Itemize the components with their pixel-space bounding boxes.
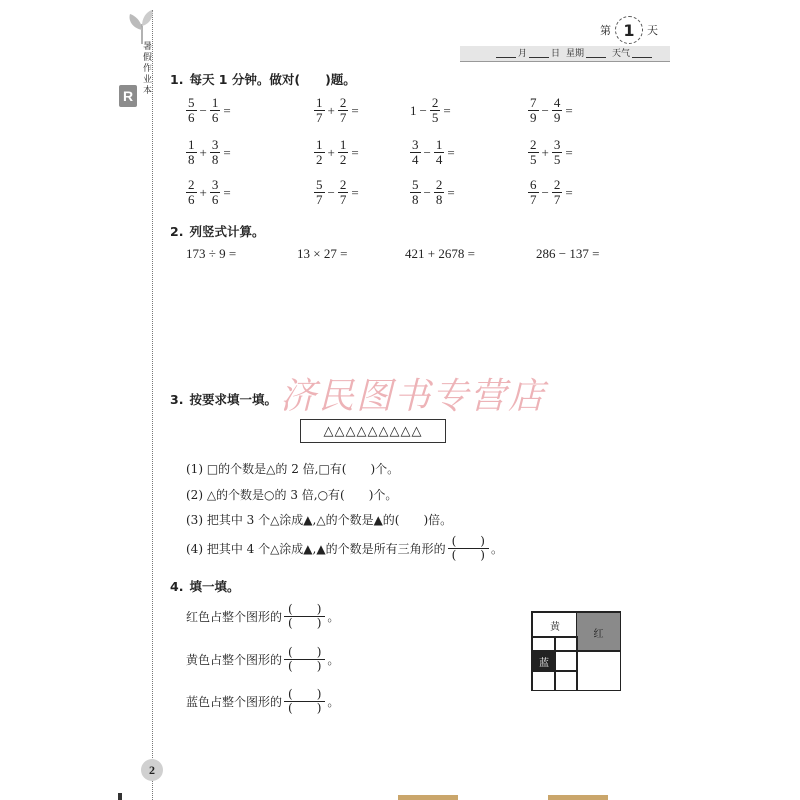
day-blank [529, 46, 549, 58]
fraction [314, 96, 325, 125]
line-text: 红色占整个图形的 [186, 610, 283, 624]
answer-fraction-blank[interactable] [284, 603, 325, 630]
numerator: 1 [211, 95, 219, 110]
numerator: 1 [188, 137, 195, 152]
day-prefix: 第 [600, 24, 611, 37]
equals-sign: = [351, 184, 359, 200]
denominator: 6 [211, 110, 219, 125]
numerator: 5 [316, 177, 323, 192]
yellow-fraction-line [186, 646, 339, 673]
binding-margin-line [152, 10, 153, 800]
numerator: 2 [530, 137, 537, 152]
question-1-heading [170, 70, 356, 88]
fraction-exercise [314, 96, 359, 125]
fraction [186, 178, 197, 207]
fraction-exercise [528, 178, 573, 207]
question-title: 每天 1 分钟。做对( )题。 [189, 72, 356, 87]
operator: + [199, 184, 207, 200]
operator: + [199, 144, 207, 160]
fraction [528, 178, 539, 207]
denominator: 4 [412, 152, 419, 167]
denominator: 7 [339, 110, 347, 125]
equals-sign: = [223, 144, 231, 160]
operator: − [541, 102, 549, 118]
day-label: 日 [551, 49, 561, 59]
sub-question-4-text: (4) 把其中 4 个△涂成▲,▲的个数是所有三角形的 [186, 542, 446, 556]
numerator: 4 [553, 95, 561, 110]
operator: − [423, 184, 431, 200]
sidebar-book-title [143, 42, 153, 97]
fraction-exercise [186, 138, 231, 167]
fraction [528, 96, 539, 125]
denominator: 8 [211, 152, 219, 167]
numerator-blank[interactable]: ( ) [284, 646, 325, 660]
bottom-edge-mark [548, 795, 608, 800]
fraction-exercise [528, 138, 573, 167]
sub-question-2: (2) △的个数是○的 3 倍,○有( )个。 [186, 488, 398, 502]
calc-item: 173 ÷ 9 = [186, 246, 237, 261]
fraction-exercise [314, 178, 359, 207]
grid-cell [576, 650, 621, 691]
fraction [338, 96, 349, 125]
fraction-exercise [314, 138, 359, 167]
color-division-figure [531, 611, 621, 691]
numerator: 2 [188, 177, 195, 192]
operator: − [199, 102, 207, 118]
equals-sign: = [447, 184, 455, 200]
numerator: 1 [435, 137, 443, 152]
day-header [600, 16, 658, 44]
denominator: 2 [316, 152, 323, 167]
denominator: 5 [530, 152, 537, 167]
shop-watermark: 济民图书专营店 [280, 376, 547, 417]
denominator-blank[interactable]: ( ) [451, 548, 485, 562]
numerator: 1 [316, 137, 323, 152]
numerator: 2 [435, 177, 443, 192]
numerator-blank[interactable]: ( ) [448, 535, 489, 549]
date-weather-bar [460, 46, 670, 62]
fraction [210, 178, 221, 207]
fraction [434, 178, 445, 207]
numerator: 2 [431, 95, 439, 110]
whole-number: 1 [410, 102, 417, 118]
fraction-exercise [410, 178, 455, 207]
numerator: 3 [211, 177, 219, 192]
denominator: 2 [339, 152, 347, 167]
fraction [186, 96, 197, 125]
numerator-blank[interactable]: ( ) [284, 688, 325, 702]
fraction [410, 178, 421, 207]
answer-fraction-blank[interactable] [284, 688, 325, 715]
week-blank [586, 46, 606, 58]
fraction [314, 138, 325, 167]
denominator: 5 [553, 152, 561, 167]
numerator: 3 [553, 137, 561, 152]
blue-fraction-line [186, 688, 339, 715]
denominator: 6 [188, 192, 195, 207]
fraction [552, 138, 563, 167]
leaf-decoration-icon [122, 10, 162, 44]
sidebar-title-char: 业 [143, 75, 153, 85]
sub-question-3: (3) 把其中 3 个△涂成▲,△的个数是▲的( )倍。 [186, 513, 453, 527]
fraction [210, 96, 221, 125]
equals-sign: = [223, 184, 231, 200]
weather-label: 天气 [612, 49, 631, 59]
fraction [338, 138, 349, 167]
fraction-exercise [186, 96, 231, 125]
operator: + [541, 144, 549, 160]
weather-blank [632, 46, 652, 58]
answer-fraction-blank[interactable] [284, 646, 325, 673]
edition-badge: R [119, 85, 137, 107]
blue-cell: 蓝 [532, 650, 556, 672]
equals-sign: = [565, 102, 573, 118]
denominator-blank[interactable]: ( ) [288, 701, 322, 715]
equals-sign: = [447, 144, 455, 160]
red-cell: 红 [576, 612, 621, 652]
numerator: 5 [188, 95, 195, 110]
page-number: 2 [141, 759, 163, 781]
denominator: 7 [553, 192, 561, 207]
numerator: 7 [530, 95, 537, 110]
day-number: 1 [615, 16, 643, 44]
calc-item: 286 − 137 = [536, 246, 600, 261]
triangle-row-box: △△△△△△△△△ [300, 419, 446, 443]
line-text: 蓝色占整个图形的 [186, 695, 283, 709]
fraction [552, 96, 563, 125]
fraction [552, 178, 563, 207]
operator: − [419, 102, 427, 118]
day-suffix: 天 [647, 24, 658, 37]
denominator-blank[interactable]: ( ) [288, 616, 322, 630]
line-text: 黄色占整个图形的 [186, 653, 283, 667]
fraction-exercise [410, 138, 455, 167]
denominator: 9 [553, 110, 561, 125]
week-label: 星期 [566, 49, 585, 59]
operator: − [423, 144, 431, 160]
denominator: 7 [316, 192, 323, 207]
sub-question-4-end: 。 [490, 542, 503, 556]
operator: − [327, 184, 335, 200]
bottom-edge-mark [398, 795, 458, 800]
denominator: 8 [435, 192, 443, 207]
grid-cell [554, 670, 578, 691]
operator: + [327, 102, 335, 118]
month-label: 月 [518, 49, 528, 59]
denominator: 5 [431, 110, 439, 125]
yellow-cell: 黄 [532, 612, 578, 638]
denominator: 7 [339, 192, 347, 207]
fraction [210, 138, 221, 167]
numerator: 1 [316, 95, 323, 110]
question-title: 列竖式计算。 [189, 224, 265, 239]
line-end: 。 [327, 695, 340, 709]
fraction [314, 178, 325, 207]
question-number: 3. [170, 392, 184, 407]
fraction-exercise [528, 96, 573, 125]
numerator: 6 [530, 177, 537, 192]
grid-cell [554, 650, 578, 672]
question-3-heading [170, 390, 277, 408]
red-fraction-line [186, 603, 339, 630]
month-blank [496, 46, 516, 58]
denominator: 8 [412, 192, 419, 207]
fraction-exercise [186, 178, 231, 207]
sidebar-title-char: 暑 [143, 42, 153, 52]
numerator: 3 [412, 137, 419, 152]
sidebar-title-char: 假 [143, 53, 153, 63]
equals-sign: = [565, 144, 573, 160]
question-4-heading [170, 577, 239, 595]
fraction [338, 178, 349, 207]
grid-cell [532, 670, 556, 691]
numerator: 5 [412, 177, 419, 192]
fraction [410, 138, 421, 167]
sidebar-title-char: 作 [143, 64, 153, 74]
question-title: 按要求填一填。 [189, 392, 277, 407]
numerator: 2 [553, 177, 561, 192]
question-title: 填一填。 [189, 579, 240, 594]
fraction [528, 138, 539, 167]
fraction-exercise [410, 96, 451, 125]
equals-sign: = [565, 184, 573, 200]
line-end: 。 [327, 653, 340, 667]
numerator-blank[interactable]: ( ) [284, 603, 325, 617]
corner-mark [118, 793, 122, 800]
sidebar-title-char: 本 [143, 86, 153, 96]
equals-sign: = [223, 102, 231, 118]
calc-item: 421 + 2678 = [405, 246, 475, 261]
question-number: 1. [170, 72, 184, 87]
calc-item: 13 × 27 = [297, 246, 348, 261]
operator: − [541, 184, 549, 200]
denominator-blank[interactable]: ( ) [288, 659, 322, 673]
equals-sign: = [351, 102, 359, 118]
operator: + [327, 144, 335, 160]
question-number: 2. [170, 224, 184, 239]
denominator: 8 [188, 152, 195, 167]
denominator: 6 [211, 192, 219, 207]
fraction [430, 96, 441, 125]
fraction [186, 138, 197, 167]
denominator: 7 [530, 192, 537, 207]
numerator: 3 [211, 137, 219, 152]
denominator: 4 [435, 152, 443, 167]
sub-question-1: (1) □的个数是△的 2 倍,□有( )个。 [186, 462, 400, 476]
question-number: 4. [170, 579, 184, 594]
numerator: 2 [339, 177, 347, 192]
denominator: 9 [530, 110, 537, 125]
equals-sign: = [443, 102, 451, 118]
numerator: 1 [339, 137, 347, 152]
line-end: 。 [327, 610, 340, 624]
fraction [434, 138, 445, 167]
question-2-heading [170, 222, 264, 240]
answer-fraction-blank[interactable] [448, 535, 489, 562]
sub-question-4 [186, 535, 503, 562]
denominator: 6 [188, 110, 195, 125]
equals-sign: = [351, 144, 359, 160]
numerator: 2 [339, 95, 347, 110]
denominator: 7 [316, 110, 323, 125]
